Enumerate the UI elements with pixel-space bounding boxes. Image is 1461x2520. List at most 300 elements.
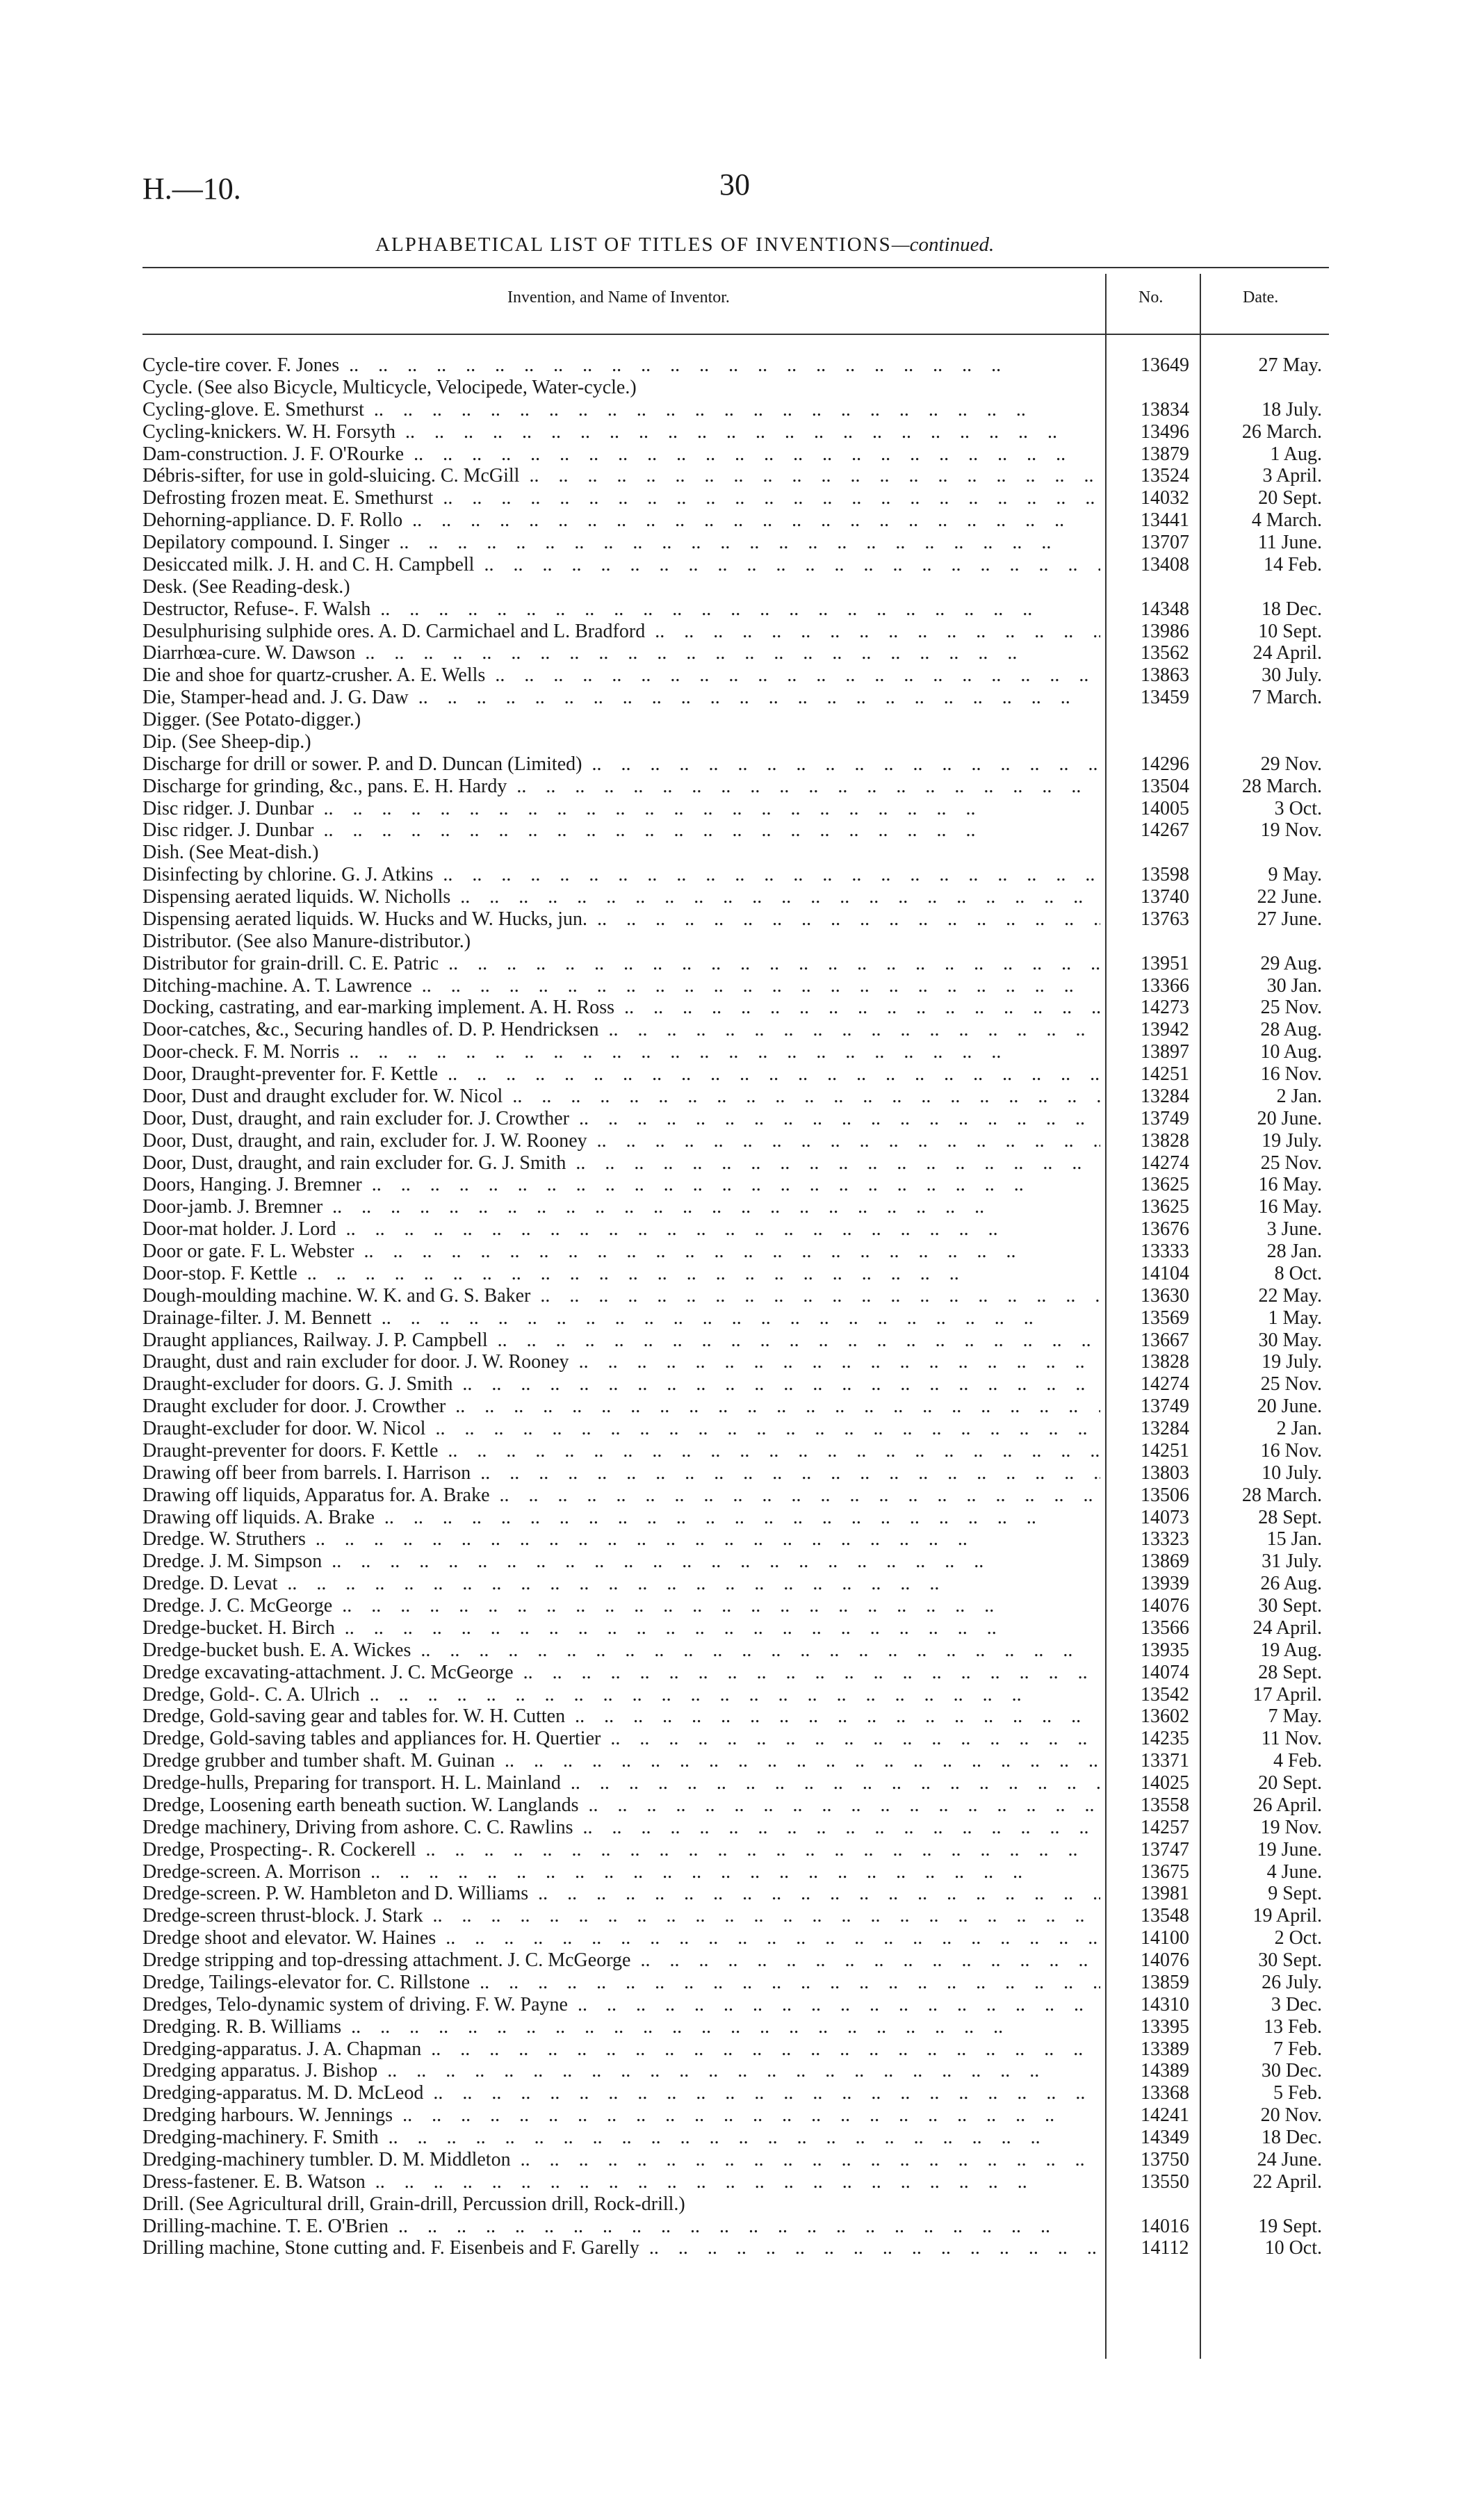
patent-date: 10 Oct.: [1264, 2237, 1322, 2259]
invention-title: Dredge. W. Struthers ..: [142, 1528, 1100, 1551]
invention-title: Dredge, Gold-saving tables and appliances for. H. Quertier ..: [142, 1728, 1100, 1750]
table-row: [142, 908, 1329, 931]
patent-number: 13284: [1141, 1418, 1189, 1439]
patent-number: 13441: [1141, 509, 1189, 532]
patent-number: 14025: [1141, 1772, 1189, 1794]
patent-date: 25 Nov.: [1260, 1373, 1322, 1396]
patent-date: 19 Sept.: [1258, 2215, 1322, 2237]
table-row: [142, 377, 1329, 399]
invention-title: Door-mat holder. J. Lord ..: [142, 1218, 1100, 1241]
patent-date: 10 July.: [1262, 1462, 1322, 1484]
invention-title: Dredging-apparatus. M. D. McLeod ..: [142, 2082, 1100, 2104]
patent-date: 24 April.: [1252, 642, 1322, 664]
table-row: [142, 1994, 1329, 2016]
patent-number: 14267: [1141, 819, 1189, 842]
table-row: [142, 709, 1329, 731]
patent-date: 30 Dec.: [1261, 2060, 1322, 2082]
patent-number: 13828: [1141, 1351, 1189, 1373]
patent-date: 8 Oct.: [1274, 1262, 1322, 1284]
patent-date: 2 Jan.: [1276, 1418, 1322, 1439]
patent-number: 13524: [1141, 465, 1189, 487]
invention-title: Disc ridger. J. Dunbar ..: [142, 819, 1100, 842]
table-row: [142, 1086, 1329, 1108]
patent-date: 22 May.: [1258, 1284, 1322, 1307]
patent-number: 13707: [1141, 532, 1189, 553]
patent-number: 14273: [1141, 997, 1189, 1019]
invention-title: Drawing off beer from barrels. I. Harrison ..: [142, 1462, 1100, 1484]
table-row: [142, 2171, 1329, 2193]
patent-number: 13506: [1141, 1484, 1189, 1506]
table-row: [142, 753, 1329, 776]
table-header-rule: [142, 334, 1329, 335]
invention-title: Doors, Hanging. J. Bremner ..: [142, 1174, 1100, 1196]
patent-number: 14032: [1141, 487, 1189, 509]
patent-date: 13 Feb.: [1264, 2015, 1322, 2038]
table-row: [142, 1617, 1329, 1639]
patent-date: 3 June.: [1266, 1218, 1322, 1241]
table-row: [142, 1705, 1329, 1728]
patent-number: 14274: [1141, 1152, 1189, 1174]
patent-number: 13408: [1141, 553, 1189, 575]
table-row: [142, 1573, 1329, 1595]
patent-number: 13569: [1141, 1307, 1189, 1329]
patent-number: 13763: [1141, 908, 1189, 930]
patent-number: 13542: [1141, 1683, 1189, 1705]
document-id: H.—10.: [142, 172, 241, 206]
table-row: [142, 1949, 1329, 1972]
invention-title: Draught-excluder for doors. G. J. Smith ..: [142, 1373, 1100, 1396]
invention-title: Door-jamb. J. Bremner ..: [142, 1196, 1100, 1218]
invention-title: Door, Dust, draught, and rain excluder for. G. J. Smith ..: [142, 1152, 1100, 1175]
patent-number: 14348: [1141, 598, 1189, 620]
patent-number: 13942: [1141, 1019, 1189, 1041]
table-row: [142, 1241, 1329, 1263]
patent-date: 24 June.: [1257, 2148, 1322, 2170]
patent-number: 14310: [1141, 1993, 1189, 2015]
patent-date: 15 Jan.: [1266, 1528, 1322, 1551]
patent-number: 14100: [1141, 1927, 1189, 1949]
invention-title: Door-catches, &c., Securing handles of. D. P. Hendricksen ..: [142, 1019, 1100, 1041]
table-row: [142, 554, 1329, 576]
patent-date: 14 Feb.: [1264, 553, 1322, 575]
patent-date: 19 April.: [1252, 1905, 1322, 1927]
patent-date: 11 June.: [1257, 532, 1322, 553]
invention-title: Door-check. F. M. Norris ..: [142, 1041, 1100, 1063]
list-title-suffix: —continued.: [891, 234, 995, 256]
patent-number: 13828: [1141, 1129, 1189, 1152]
table-row: [142, 1418, 1329, 1440]
patent-date: 27 June.: [1257, 908, 1322, 930]
invention-title: Dredging-machinery tumbler. D. M. Middleton ..: [142, 2149, 1100, 2171]
patent-number: 13366: [1141, 974, 1189, 997]
list-title-text: ALPHABETICAL LIST OF TITLES OF INVENTIONS: [375, 234, 892, 256]
patent-date: 18 July.: [1262, 398, 1322, 420]
patent-number: 13558: [1141, 1794, 1189, 1816]
invention-title: Door or gate. F. L. Webster ..: [142, 1241, 1100, 1263]
invention-title: Dredges, Telo-dynamic system of driving. F. W. Payne ..: [142, 1994, 1100, 2016]
patent-number: 13750: [1141, 2148, 1189, 2170]
patent-date: 5 Feb.: [1273, 2082, 1322, 2104]
table-row: [142, 1041, 1329, 1063]
invention-title: Discharge for grinding, &c., pans. E. H. Hardy ..: [142, 776, 1100, 798]
table-row: [142, 1595, 1329, 1617]
table-row: [142, 443, 1329, 466]
patent-date: 30 May.: [1258, 1329, 1322, 1351]
invention-title: Die, Stamper-head and. J. G. Daw ..: [142, 687, 1100, 709]
table-row: [142, 664, 1329, 687]
invention-title: Door, Dust, draught, and rain, excluder for. J. W. Rooney ..: [142, 1130, 1100, 1152]
table-row: [142, 598, 1329, 621]
table-row: [142, 842, 1329, 864]
table-row: [142, 819, 1329, 842]
patent-date: 11 Nov.: [1261, 1728, 1322, 1750]
patent-number: 14235: [1141, 1728, 1189, 1750]
patent-date: 30 Sept.: [1258, 1949, 1322, 1971]
patent-number: 13389: [1141, 2038, 1189, 2060]
invention-title: Dispensing aerated liquids. W. Hucks and W. Hucks, jun. ..: [142, 908, 1100, 931]
patent-date: 10 Sept.: [1258, 620, 1322, 642]
invention-title: Digger. (See Potato-digger.): [142, 709, 361, 730]
invention-title: Dredge-bucket. H. Birch ..: [142, 1617, 1100, 1639]
table-row: [142, 1662, 1329, 1684]
table-row: [142, 864, 1329, 886]
invention-title: Dredge-screen thrust-block. J. Stark ..: [142, 1905, 1100, 1927]
invention-title: Drilling machine, Stone cutting and. F. Eisenbeis and F. Garelly ..: [142, 2237, 1100, 2259]
patent-date: 19 July.: [1262, 1351, 1322, 1373]
invention-title: Débris-sifter, for use in gold-sluicing. C. McGill ..: [142, 465, 1100, 487]
patent-date: 3 Oct.: [1274, 797, 1322, 819]
table-row: [142, 1263, 1329, 1285]
patent-date: 25 Nov.: [1260, 997, 1322, 1019]
table-row: [142, 2237, 1329, 2259]
patent-number: 13649: [1141, 354, 1189, 376]
patent-date: 30 Jan.: [1266, 974, 1322, 997]
table-row: [142, 1196, 1329, 1218]
patent-date: 19 Nov.: [1260, 819, 1322, 842]
invention-title: Dispensing aerated liquids. W. Nicholls ..: [142, 886, 1100, 908]
patent-date: 19 Aug.: [1260, 1639, 1322, 1661]
invention-title: Dredge, Loosening earth beneath suction. W. Langlands ..: [142, 1794, 1100, 1817]
table-row: [142, 1794, 1329, 1817]
patent-date: 30 July.: [1262, 664, 1322, 687]
patent-date: 10 Aug.: [1260, 1041, 1322, 1063]
table-row: [142, 465, 1329, 487]
table-row: [142, 1972, 1329, 1994]
invention-title: Dish. (See Meat-dish.): [142, 842, 319, 864]
invention-title: Dredge grubber and tumber shaft. M. Guinan ..: [142, 1750, 1100, 1772]
patent-number: 14076: [1141, 1949, 1189, 1971]
patent-number: 13459: [1141, 687, 1189, 709]
patent-number: 13986: [1141, 620, 1189, 642]
table-row: [142, 1507, 1329, 1529]
invention-title: Discharge for drill or sower. P. and D. Duncan (Limited) ..: [142, 753, 1100, 776]
patent-number: 13935: [1141, 1639, 1189, 1661]
patent-date: 27 May.: [1258, 354, 1322, 376]
table-row: [142, 1462, 1329, 1484]
table-row: [142, 2149, 1329, 2171]
table-row: [142, 1772, 1329, 1794]
patent-date: 16 May.: [1258, 1174, 1322, 1196]
patent-number: 13869: [1141, 1551, 1189, 1573]
patent-date: 20 Sept.: [1258, 1772, 1322, 1794]
table-row: [142, 2127, 1329, 2149]
patent-date: 19 Nov.: [1260, 1816, 1322, 1838]
table-row: [142, 621, 1329, 643]
invention-title: Draught appliances, Railway. J. P. Campbell ..: [142, 1329, 1100, 1352]
invention-title: Drawing off liquids, Apparatus for. A. Brake ..: [142, 1484, 1100, 1507]
patent-number: 13395: [1141, 2015, 1189, 2038]
invention-title: Dip. (See Sheep-dip.): [142, 730, 311, 753]
patent-number: 13630: [1141, 1284, 1189, 1307]
patent-number: 14389: [1141, 2060, 1189, 2082]
patent-date: 4 March.: [1251, 509, 1322, 532]
invention-title: Destructor, Refuse-. F. Walsh ..: [142, 598, 1100, 621]
patent-date: 24 April.: [1252, 1617, 1322, 1639]
patent-number: 13951: [1141, 952, 1189, 974]
patent-date: 2 Oct.: [1274, 1927, 1322, 1949]
table-row: [142, 354, 1329, 377]
table-row: [142, 2104, 1329, 2127]
patent-date: 1 Aug.: [1270, 443, 1322, 465]
patent-date: 19 July.: [1262, 1129, 1322, 1152]
invention-title: Distributor for grain-drill. C. E. Patric ..: [142, 953, 1100, 975]
patent-date: 28 Sept.: [1258, 1506, 1322, 1528]
invention-title: Dredge. J. M. Simpson ..: [142, 1551, 1100, 1573]
invention-title: Cycling-knickers. W. H. Forsyth ..: [142, 421, 1100, 443]
patent-number: 14016: [1141, 2215, 1189, 2237]
invention-title: Dredge shoot and elevator. W. Haines ..: [142, 1927, 1100, 1949]
table-row: [142, 576, 1329, 598]
patent-number: 13566: [1141, 1617, 1189, 1639]
patent-number: 14005: [1141, 797, 1189, 819]
list-title: [375, 234, 994, 256]
patent-number: 13284: [1141, 1085, 1189, 1107]
patent-number: 13371: [1141, 1750, 1189, 1772]
patent-number: 13625: [1141, 1174, 1189, 1196]
invention-title: Dredging apparatus. J. Bishop ..: [142, 2060, 1100, 2082]
patent-date: 16 Nov.: [1260, 1063, 1322, 1085]
invention-title: Docking, castrating, and ear-marking implement. A. H. Ross ..: [142, 997, 1100, 1019]
patent-date: 3 Dec.: [1271, 1993, 1322, 2015]
invention-title: Diarrhœa-cure. W. Dawson ..: [142, 642, 1100, 664]
patent-number: 13747: [1141, 1838, 1189, 1860]
patent-number: 13602: [1141, 1705, 1189, 1728]
patent-date: 4 Feb.: [1273, 1750, 1322, 1772]
patent-number: 14112: [1141, 2237, 1189, 2259]
table-row: [142, 2193, 1329, 2216]
patent-date: 26 April.: [1252, 1794, 1322, 1816]
invention-title: Dredge. D. Levat ..: [142, 1573, 1100, 1595]
patent-number: 13598: [1141, 864, 1189, 886]
table-row: [142, 1396, 1329, 1418]
invention-title: Desiccated milk. J. H. and C. H. Campbell ..: [142, 554, 1100, 576]
table-row: [142, 953, 1329, 975]
patent-number: 13740: [1141, 886, 1189, 908]
table-row: [142, 997, 1329, 1019]
patent-number: 14073: [1141, 1506, 1189, 1528]
table-row: [142, 487, 1329, 509]
invention-title: Dredge-screen. A. Morrison ..: [142, 1861, 1100, 1883]
patent-number: 13676: [1141, 1218, 1189, 1241]
table-row: [142, 1351, 1329, 1373]
patent-number: 14257: [1141, 1816, 1189, 1838]
patent-date: 31 July.: [1262, 1551, 1322, 1573]
patent-number: 13863: [1141, 664, 1189, 687]
patent-date: 1 May.: [1268, 1307, 1322, 1329]
table-top-rule: [142, 267, 1329, 268]
patent-date: 26 Aug.: [1260, 1573, 1322, 1595]
table-row: [142, 886, 1329, 908]
invention-title: Dredging-apparatus. J. A. Chapman ..: [142, 2038, 1100, 2061]
table-row: [142, 687, 1329, 709]
patent-date: 20 Nov.: [1260, 2104, 1322, 2127]
patent-date: 20 June.: [1257, 1396, 1322, 1418]
patent-number: 13548: [1141, 1905, 1189, 1927]
patent-date: 25 Nov.: [1260, 1152, 1322, 1174]
table-row: [142, 532, 1329, 554]
table-row: [142, 931, 1329, 953]
invention-title: Desk. (See Reading-desk.): [142, 575, 350, 598]
invention-title: Dredging. R. B. Williams ..: [142, 2016, 1100, 2038]
table-row: [142, 1174, 1329, 1196]
table-row: [142, 1063, 1329, 1086]
patent-number: 14296: [1141, 753, 1189, 775]
patent-number: 13562: [1141, 642, 1189, 664]
invention-title: Dredging-machinery. F. Smith ..: [142, 2127, 1100, 2149]
patent-date: 30 Sept.: [1258, 1595, 1322, 1617]
patent-number: 13749: [1141, 1396, 1189, 1418]
patent-number: 14251: [1141, 1439, 1189, 1462]
patent-number: 13333: [1141, 1241, 1189, 1262]
invention-title: Draught-excluder for door. W. Nicol ..: [142, 1418, 1100, 1440]
table-row: [142, 1373, 1329, 1396]
table-row: [142, 776, 1329, 798]
invention-title: Dredge stripping and top-dressing attachment. J. C. McGeorge ..: [142, 1949, 1100, 1972]
table-row: [142, 1750, 1329, 1772]
patent-date: 9 May.: [1268, 864, 1322, 886]
patent-date: 18 Dec.: [1261, 598, 1322, 620]
invention-title: Drainage-filter. J. M. Bennett ..: [142, 1307, 1100, 1329]
patent-number: 13368: [1141, 2082, 1189, 2104]
table-row: [142, 2082, 1329, 2104]
patent-date: 2 Jan.: [1276, 1085, 1322, 1107]
table-row: [142, 1285, 1329, 1307]
table-row: [142, 509, 1329, 532]
patent-date: 20 Sept.: [1258, 487, 1322, 509]
table-row: [142, 1108, 1329, 1130]
table-row: [142, 2038, 1329, 2061]
patent-date: 9 Sept.: [1268, 1883, 1322, 1905]
patent-number: 13550: [1141, 2170, 1189, 2193]
invention-title: Ditching-machine. A. T. Lawrence ..: [142, 975, 1100, 997]
patent-number: 14274: [1141, 1373, 1189, 1396]
table-row: [142, 2216, 1329, 2238]
patent-date: 20 June.: [1257, 1107, 1322, 1129]
page-number: 30: [719, 167, 750, 202]
invention-title: Dredge, Tailings-elevator for. C. Rillstone ..: [142, 1972, 1100, 1994]
table-row: [142, 1883, 1329, 1905]
invention-title: Draught-preventer for doors. F. Kettle ..: [142, 1440, 1100, 1462]
patent-date: 26 March.: [1241, 420, 1322, 443]
table-row: [142, 1861, 1329, 1883]
invention-title: Disc ridger. J. Dunbar ..: [142, 798, 1100, 820]
invention-title: Depilatory compound. I. Singer ..: [142, 532, 1100, 554]
table-row: [142, 798, 1329, 820]
patent-number: 13834: [1141, 398, 1189, 420]
table-row: [142, 975, 1329, 997]
table-row: [142, 1218, 1329, 1241]
table-row: [142, 1130, 1329, 1152]
table-row: [142, 731, 1329, 753]
patent-date: 17 April.: [1252, 1683, 1322, 1705]
patent-date: 7 March.: [1251, 687, 1322, 709]
patent-date: 26 July.: [1262, 1971, 1322, 1993]
table-row: [142, 1684, 1329, 1706]
invention-title: Drawing off liquids. A. Brake ..: [142, 1507, 1100, 1529]
invention-title: Dehorning-appliance. D. F. Rollo ..: [142, 509, 1100, 532]
table-row: [142, 1905, 1329, 1927]
table-row: [142, 1329, 1329, 1352]
invention-title: Dress-fastener. E. B. Watson ..: [142, 2171, 1100, 2193]
table-row: [142, 2016, 1329, 2038]
invention-title: Door-stop. F. Kettle ..: [142, 1263, 1100, 1285]
patent-date: 28 March.: [1241, 1484, 1322, 1506]
invention-title: Door, Draught-preventer for. F. Kettle ..: [142, 1063, 1100, 1086]
patent-date: 7 Feb.: [1273, 2038, 1322, 2060]
table-row: [142, 2060, 1329, 2082]
patent-date: 28 Sept.: [1258, 1661, 1322, 1683]
patent-number: 14251: [1141, 1063, 1189, 1085]
table-row: [142, 421, 1329, 443]
invention-title: Dredge. J. C. McGeorge ..: [142, 1595, 1100, 1617]
table-row: [142, 1152, 1329, 1175]
table-row: [142, 1839, 1329, 1861]
column-header-date: Date.: [1243, 288, 1279, 306]
invention-title: Dredge machinery, Driving from ashore. C. C. Rawlins ..: [142, 1817, 1100, 1839]
table-row: [142, 1528, 1329, 1551]
invention-title: Dough-moulding machine. W. K. and G. S. Baker ..: [142, 1285, 1100, 1307]
table-row: [142, 1484, 1329, 1507]
patent-number: 13675: [1141, 1860, 1189, 1883]
invention-title: Dredge, Gold-saving gear and tables for. W. H. Cutten ..: [142, 1705, 1100, 1728]
table-row: [142, 1927, 1329, 1949]
patent-number: 13504: [1141, 775, 1189, 797]
patent-number: 13981: [1141, 1883, 1189, 1905]
patent-date: 3 April.: [1262, 465, 1322, 487]
invention-title: Dredge-bucket bush. E. A. Wickes ..: [142, 1639, 1100, 1662]
invention-title: Die and shoe for quartz-crusher. A. E. Wells ..: [142, 664, 1100, 687]
invention-title: Cycling-glove. E. Smethurst ..: [142, 399, 1100, 421]
patent-number: 14074: [1141, 1661, 1189, 1683]
invention-title: Defrosting frozen meat. E. Smethurst ..: [142, 487, 1100, 509]
invention-title: Distributor. (See also Manure-distributor.): [142, 930, 471, 952]
table-row: [142, 1817, 1329, 1839]
table-row: [142, 1728, 1329, 1750]
patent-number: 13749: [1141, 1107, 1189, 1129]
patent-date: 22 June.: [1257, 886, 1322, 908]
patent-number: 13879: [1141, 443, 1189, 465]
patent-date: 28 March.: [1241, 775, 1322, 797]
invention-title: Dam-construction. J. F. O'Rourke ..: [142, 443, 1100, 466]
patent-number: 13859: [1141, 1971, 1189, 1993]
table-row: [142, 1551, 1329, 1573]
inventions-table: [142, 354, 1329, 2259]
patent-date: 16 Nov.: [1260, 1439, 1322, 1462]
invention-title: Dredge, Prospecting-. R. Cockerell ..: [142, 1839, 1100, 1861]
patent-number: 14076: [1141, 1595, 1189, 1617]
invention-title: Cycle-tire cover. F. Jones ..: [142, 354, 1100, 377]
invention-title: Drill. (See Agricultural drill, Grain-drill, Percussion drill, Rock-drill.): [142, 2193, 685, 2215]
